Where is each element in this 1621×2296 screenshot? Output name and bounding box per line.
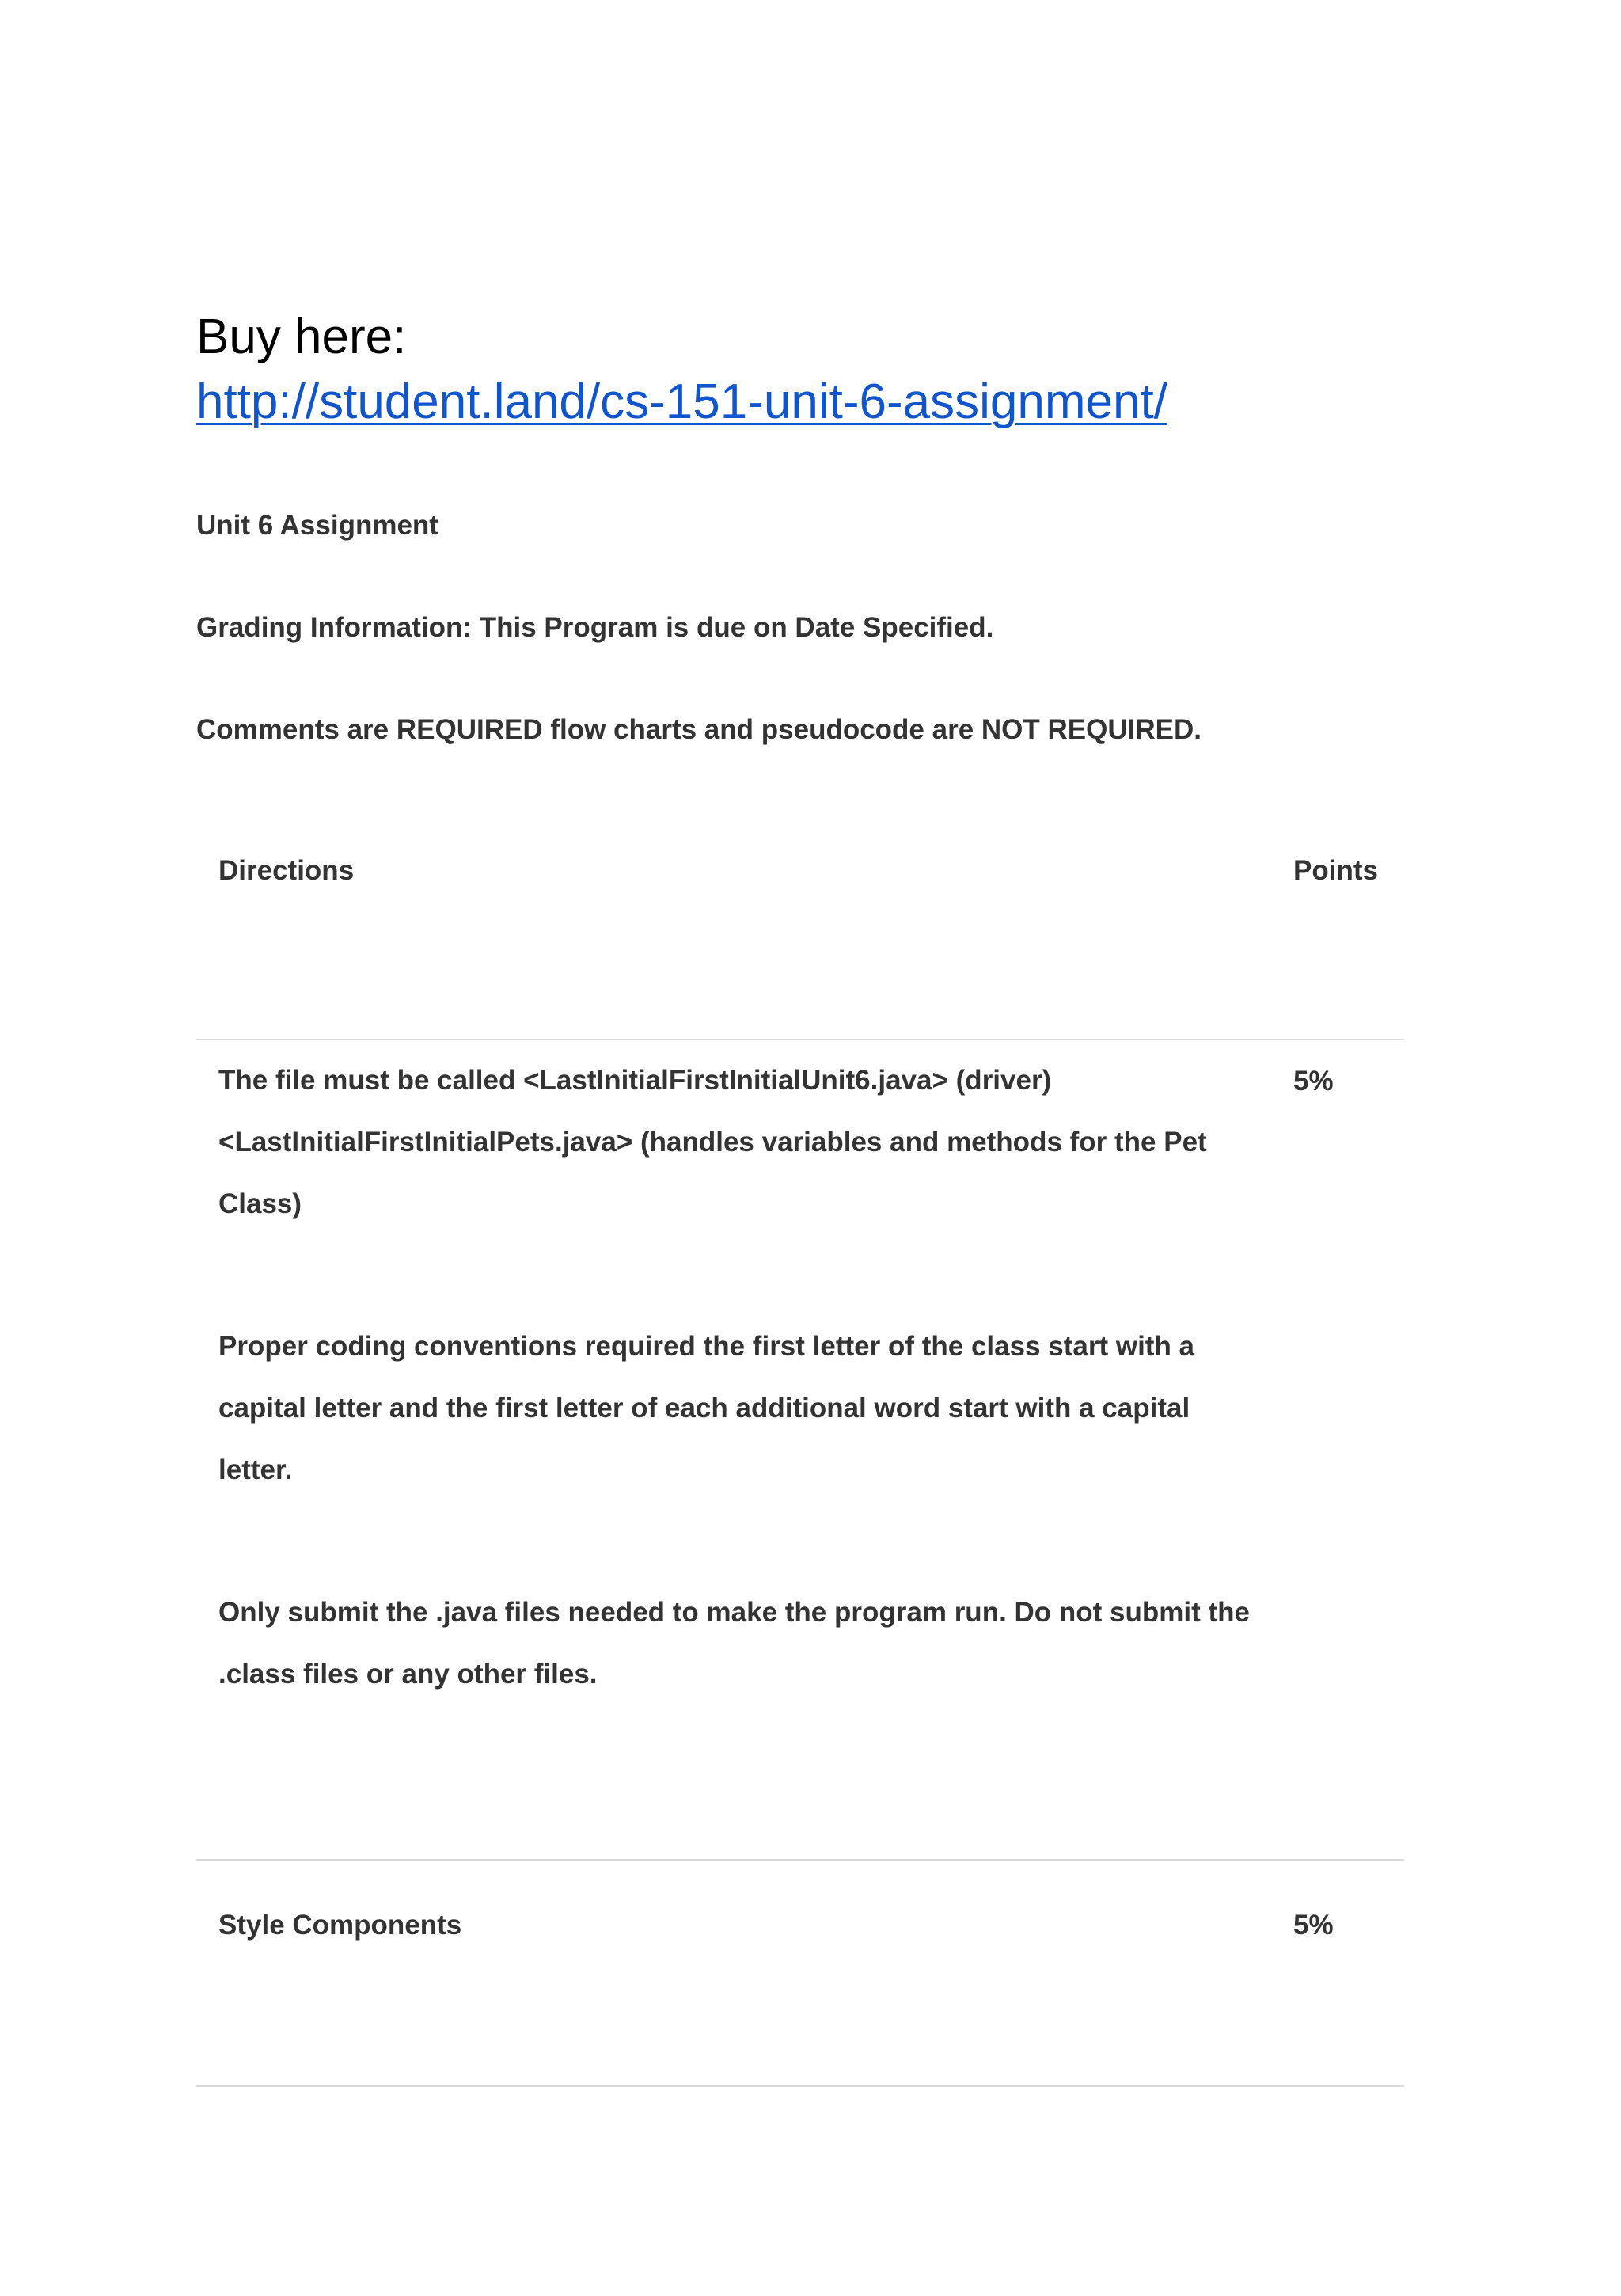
buy-link[interactable]: http://student.land/cs-151-unit-6-assignment/	[196, 374, 1167, 429]
directions-column-header: Directions	[218, 855, 355, 886]
directions-cell	[218, 1050, 1271, 1705]
rubric-table	[196, 839, 1404, 2087]
comments-requirement: Comments are REQUIRED flow charts and pseudocode are NOT REQUIRED.	[196, 714, 1202, 745]
points-column-header: Points	[1293, 855, 1378, 886]
file-naming-paragraph: The file must be called <LastInitialFirstInitialUnit6.java> (driver) <LastInitialFirstInitialPets.java> (handles variables and methods for the Pet Class)	[218, 1065, 1207, 1219]
buy-here-label: Buy here:	[196, 310, 407, 364]
points-cell: 5%	[1293, 1910, 1334, 1941]
table-row	[196, 1861, 1404, 2087]
table-row	[196, 1040, 1404, 1861]
table-header-row	[196, 839, 1404, 1040]
points-cell: 5%	[1293, 1066, 1334, 1097]
assignment-title: Unit 6 Assignment	[196, 510, 438, 541]
style-components-cell: Style Components	[218, 1910, 462, 1941]
grading-info: Grading Information: This Program is due on Date Specified.	[196, 612, 994, 643]
submission-paragraph: Only submit the .java files needed to make the program run. Do not submit the .class files or any other files.	[218, 1597, 1250, 1690]
coding-conventions-paragraph: Proper coding conventions required the first letter of the class start with a capital letter and the first letter of each additional word start with a capital letter.	[218, 1331, 1195, 1485]
